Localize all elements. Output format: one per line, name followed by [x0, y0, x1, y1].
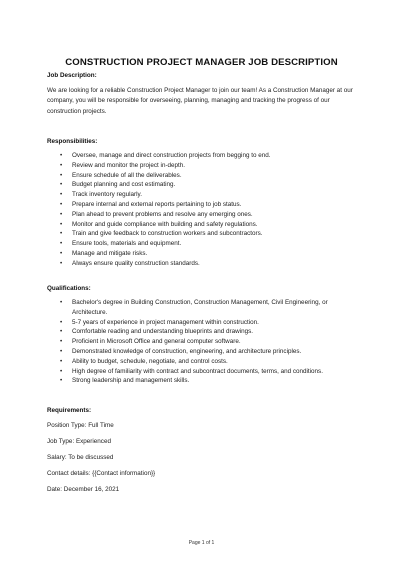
contact-details: Contact details: {{Contact information}}	[47, 470, 156, 477]
bullet-icon: •	[60, 357, 63, 365]
list-item-text: Budget planning and cost estimating.	[72, 181, 176, 189]
list-item-text: 5-7 years of experience in project management within construction.	[72, 318, 259, 326]
bullet-icon: •	[60, 171, 63, 179]
job-description-text: We are looking for a reliable Construction Project Manager to join our team! As a Construction Manager at our company, you will be responsible for overseeing, planning, managing and tracking the progress of our construction projects.	[47, 87, 353, 115]
bullet-icon: •	[60, 299, 63, 306]
list-item-text: Demonstrated knowledge of construction, engineering, and architecture principles.	[72, 347, 302, 355]
bullet-icon: •	[60, 240, 63, 248]
list-item	[47, 367, 359, 377]
list-item	[47, 229, 359, 239]
responsibilities-list	[47, 151, 359, 269]
list-item	[47, 357, 359, 367]
list-item	[47, 161, 359, 171]
qualifications-list	[47, 298, 359, 386]
list-item	[47, 220, 359, 230]
list-item	[47, 318, 359, 328]
list-item-text: Review and monitor the project in-depth.	[72, 161, 186, 169]
list-item	[47, 337, 359, 347]
list-item	[47, 239, 359, 249]
list-item	[47, 200, 359, 210]
list-item-text: Monitor and guide compliance with building and safety regulations.	[72, 220, 258, 228]
list-item-text: Ensure tools, materials and equipment.	[72, 240, 182, 248]
list-item	[47, 259, 359, 269]
bullet-icon: •	[60, 259, 63, 267]
list-item-text: Comfortable reading and understanding blueprints and drawings.	[72, 328, 253, 336]
list-item-text: Prepare internal and external reports pertaining to job status.	[72, 200, 242, 208]
document-date: Date: December 16, 2021	[47, 486, 120, 493]
document-title: CONSTRUCTION PROJECT MANAGER JOB DESCRIPTION	[65, 57, 338, 68]
bullet-icon: •	[60, 318, 63, 326]
list-item	[47, 327, 359, 337]
position-type: Position Type: Full Time	[47, 422, 114, 429]
bullet-icon: •	[60, 152, 63, 159]
bullet-icon: •	[60, 347, 63, 355]
list-item	[47, 376, 359, 386]
list-item	[47, 151, 359, 161]
bullet-icon: •	[60, 249, 63, 257]
list-item-text: Manage and mitigate risks.	[72, 249, 148, 257]
bullet-icon: •	[60, 200, 63, 208]
bullet-icon: •	[60, 328, 63, 336]
bullet-icon: •	[60, 181, 63, 189]
list-item-text: Ensure schedule of all the deliverables.	[72, 171, 182, 179]
list-item	[47, 210, 359, 220]
responsibilities-heading: Responsibilities:	[47, 138, 98, 145]
bullet-icon: •	[60, 338, 63, 346]
page-footer: Page 1 of 1	[188, 540, 215, 546]
list-item-text: Oversee, manage and direct construction projects from begging to end.	[72, 152, 271, 159]
bullet-icon: •	[60, 377, 63, 385]
list-item-text: Train and give feedback to construction workers and subcontractors.	[72, 230, 263, 238]
list-item	[47, 190, 359, 200]
qualifications-heading: Qualifications:	[47, 285, 91, 292]
bullet-icon: •	[60, 161, 63, 169]
list-item	[47, 171, 359, 181]
bullet-icon: •	[60, 210, 63, 218]
list-item	[47, 347, 359, 357]
list-item-text: High degree of familiarity with contract and subcontract documents, terms, and conditions.	[72, 367, 323, 375]
list-item	[47, 298, 359, 318]
list-item-text: Strong leadership and management skills.	[72, 377, 190, 385]
job-type: Job Type: Experienced	[47, 438, 111, 445]
bullet-icon: •	[60, 220, 63, 228]
list-item	[47, 249, 359, 259]
bullet-icon: •	[60, 367, 63, 375]
list-item-text: Bachelor's degree in Building Construction, Construction Management, Civil Engineering, or Architecture.	[72, 299, 328, 316]
bullet-icon: •	[60, 230, 63, 238]
list-item-text: Ability to budget, schedule, negotiate, and control costs.	[72, 357, 228, 365]
salary: Salary: To be discussed	[47, 454, 114, 461]
list-item-text: Proficient in Microsoft Office and general computer software.	[72, 338, 241, 346]
list-item-text: Always ensure quality construction standards.	[72, 259, 200, 267]
list-item-text: Track inventory regularly.	[72, 191, 142, 199]
job-description-heading: Job Description:	[47, 72, 97, 79]
requirements-heading: Requirements:	[47, 407, 92, 414]
bullet-icon: •	[60, 191, 63, 199]
list-item	[47, 180, 359, 190]
list-item-text: Plan ahead to prevent problems and resolve any emerging ones.	[72, 210, 253, 218]
